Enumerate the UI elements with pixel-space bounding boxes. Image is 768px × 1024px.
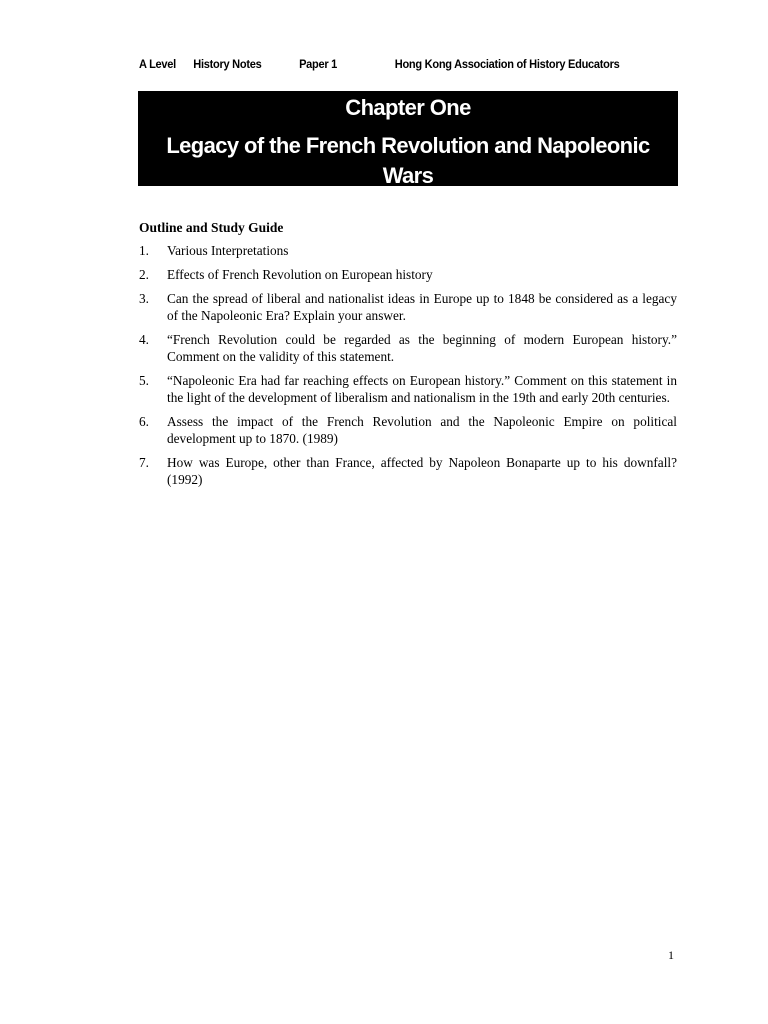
list-item [139,331,677,365]
list-item-number: 4. [139,332,149,347]
section-heading: Outline and Study Guide [139,220,284,235]
list-item-text: Various Interpretations [167,243,289,258]
chapter-number: Chapter One [345,95,471,120]
list-item-number: 7. [139,455,149,470]
list-item-text: Effects of French Revolution on European history [167,267,433,282]
header-notes: History Notes [193,57,262,71]
list-item [139,290,677,324]
list-item [139,372,677,406]
list-item-text: “French Revolution could be regarded as the beginning of modern European history.” Comment on the validity of this statement. [167,332,677,364]
list-item-number: 1. [139,243,149,258]
list-item [139,242,677,259]
list-item-number: 5. [139,373,149,388]
header-paper: Paper 1 [299,57,338,71]
header-level: A Level [139,57,176,71]
list-item-number: 3. [139,291,149,306]
list-item-number: 2. [139,267,149,282]
list-item-text: How was Europe, other than France, affected by Napoleon Bonaparte up to his downfall? (1992) [167,455,677,487]
page-number: 1 [668,948,674,962]
outline-list [139,242,677,488]
list-item [139,454,677,488]
list-item-text: Can the spread of liberal and nationalist ideas in Europe up to 1848 be considered as a legacy of the Napoleonic Era? Explain your answer. [167,291,677,323]
chapter-title-banner [138,91,678,186]
running-header [139,57,636,75]
chapter-title: Legacy of the French Revolution and Napoleonic Wars [166,133,650,188]
list-item-text: Assess the impact of the French Revolution and the Napoleonic Empire on political development up to 1870. (1989) [167,414,677,446]
list-item-text: “Napoleonic Era had far reaching effects on European history.” Comment on this statement in the light of the development of liberalism and nationalism in the 19th and early 20th centuries. [167,373,677,405]
list-item-number: 6. [139,414,149,429]
outline-section [139,219,677,495]
list-item [139,266,677,283]
header-association: Hong Kong Association of History Educators [394,57,620,71]
list-item [139,413,677,447]
